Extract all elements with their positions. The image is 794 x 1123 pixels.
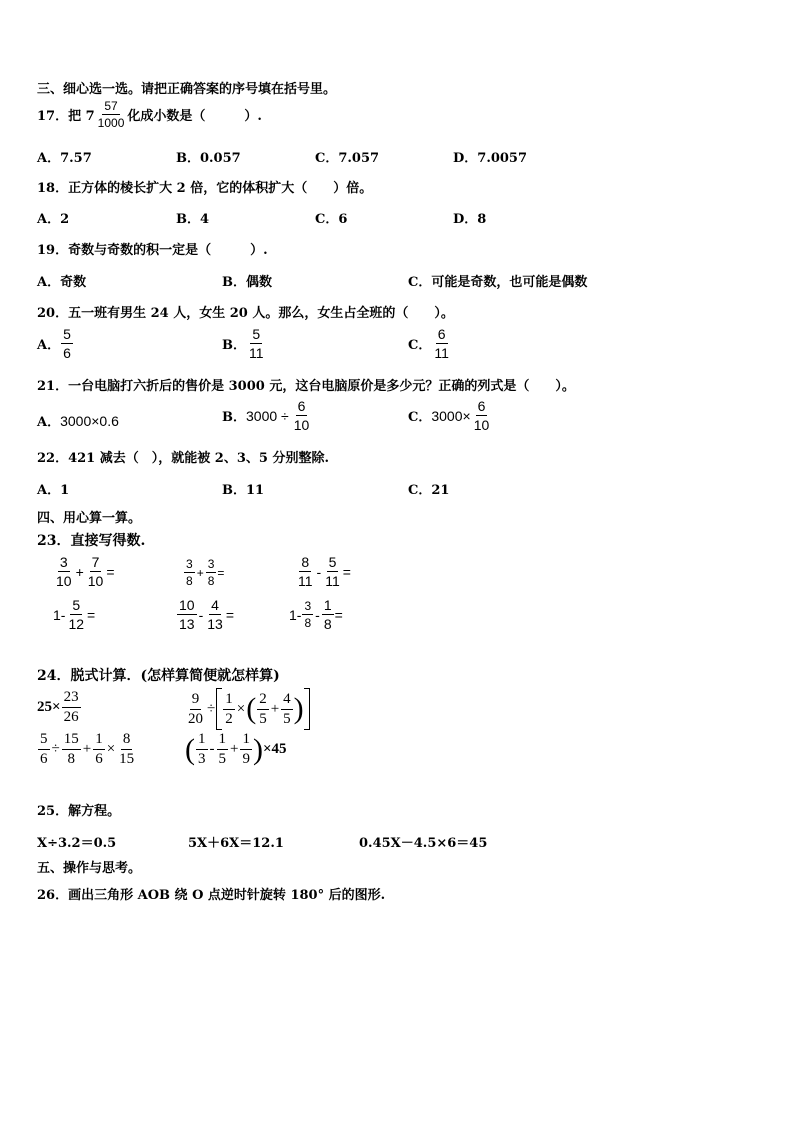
q19-option-a[interactable]: A．奇数 — [37, 275, 87, 290]
q24-expr-2: $\frac{9}{20}$ ÷ $\frac{1}{2}$ × ( $\frac{2}{5}$ + $\frac{4}{5}$ ) — [185, 688, 310, 730]
q21-option-b[interactable]: B． 3000 ÷ $\frac{6}{10}$ — [222, 398, 310, 433]
section-4-title: 四、用心算一算。 — [37, 511, 142, 526]
question-23-title: 23．直接写得数. — [37, 533, 146, 549]
question-25-title: 25．解方程。 — [37, 804, 121, 819]
q23-expr-4: 1- $\frac{5}{12}$ = — [53, 597, 96, 632]
q23-expr-5: $\frac{10}{13}$ - $\frac{4}{13}$ = — [179, 597, 235, 632]
question-20: 20．五一班有男生 24 人，女生 20 人。那么，女生占全班的（ ）。 — [37, 306, 454, 321]
question-22: 22．421 减去（ ），就能被 2、3、5 分别整除. — [37, 451, 329, 466]
q18-option-d[interactable]: D．8 — [453, 212, 487, 227]
question-19: 19．奇数与奇数的积一定是（ ）. — [37, 243, 268, 258]
q20-option-a[interactable]: A． $\frac{5}{6}$ — [37, 326, 71, 361]
q17-option-c[interactable]: C．7.057 — [315, 151, 380, 166]
q23-expr-6: 1- $\frac{3}{8}$ - $\frac{1}{8}$ = — [289, 597, 343, 632]
q17-option-d[interactable]: D．7.0057 — [453, 151, 528, 166]
q20-option-c[interactable]: C． $\frac{6}{11}$ — [408, 326, 449, 361]
q25-equation-2: 5X＋6X＝12.1 — [188, 836, 284, 851]
q17-fraction: $\frac{57}{1000}$ — [97, 99, 125, 130]
q20-option-b[interactable]: B． $\frac{5}{11}$ — [222, 326, 264, 361]
q20-c-fraction: $\frac{6}{11}$ — [434, 326, 449, 361]
section-3-title: 三、细心选一选。请把正确答案的序号填在括号里。 — [37, 82, 337, 97]
q21-option-c[interactable]: C． 3000× $\frac{6}{10}$ — [408, 398, 490, 433]
right-paren: ) — [252, 732, 263, 766]
q19-option-c[interactable]: C．可能是奇数，也可能是偶数 — [408, 275, 588, 290]
q23-expr-3: $\frac{8}{11}$ - $\frac{5}{11}$ = — [298, 554, 351, 589]
q21-option-a[interactable]: A． 3000×0.6 — [37, 412, 119, 430]
question-24-title: 24．脱式计算．(怎样算简便就怎样算) — [37, 668, 280, 684]
q22-option-b[interactable]: B．11 — [222, 483, 265, 498]
right-bracket — [304, 688, 310, 730]
q18-option-c[interactable]: C．6 — [315, 212, 348, 227]
question-21: 21．一台电脑打六折后的售价是 3000 元，这台电脑原价是多少元？正确的列式是（ ）。 — [37, 379, 575, 394]
q17-option-a[interactable]: A．7.57 — [37, 151, 92, 166]
q17-tail: 化成小数是（ ）. — [127, 109, 262, 124]
left-paren: ( — [185, 732, 195, 766]
question-17 — [37, 100, 262, 129]
q25-equation-3: 0.45X－4.5×6＝45 — [359, 836, 488, 851]
q21-b-fraction: $\frac{6}{10}$ — [293, 398, 310, 433]
q22-option-a[interactable]: A．1 — [37, 483, 70, 498]
q19-option-b[interactable]: B．偶数 — [222, 275, 272, 290]
q18-option-a[interactable]: A．2 — [37, 212, 70, 227]
q24-expr-1: 25× $\frac{23}{26}$ — [37, 689, 79, 725]
q24-expr-3: $\frac{5}{6}$ ÷ $\frac{15}{8}$ + $\frac{1}{6}$ × $\frac{8}{15}$ — [40, 731, 135, 767]
left-paren: ( — [246, 692, 257, 725]
section-5-title: 五、操作与思考。 — [37, 861, 142, 876]
right-paren: ) — [293, 692, 304, 725]
q17-prefix: 17．把 7 — [37, 109, 95, 124]
q21-c-fraction: $\frac{6}{10}$ — [473, 398, 490, 433]
q23-expr-1: $\frac{3}{10}$ + $\frac{7}{10}$ = — [56, 554, 115, 589]
q24-expr-4: ( $\frac{1}{3}$ - $\frac{1}{5}$ + $\frac{1}{9}$ ) ×45 — [185, 731, 287, 767]
question-26: 26．画出三角形 AOB 绕 O 点逆时针旋转 180° 后的图形. — [37, 888, 386, 903]
left-bracket — [216, 688, 222, 730]
q22-option-c[interactable]: C．21 — [408, 483, 450, 498]
q23-expr-2: $\frac{3}{8}$ + $\frac{3}{8}$ = — [186, 557, 225, 588]
q20-a-fraction: $\frac{5}{6}$ — [63, 326, 71, 361]
q17-option-b[interactable]: B．0.057 — [176, 151, 241, 166]
q20-b-fraction: $\frac{5}{11}$ — [249, 326, 264, 361]
q18-option-b[interactable]: B．4 — [176, 212, 210, 227]
q25-equation-1: X÷3.2＝0.5 — [37, 836, 117, 851]
question-18: 18．正方体的棱长扩大 2 倍，它的体积扩大（ ）倍。 — [37, 181, 373, 196]
